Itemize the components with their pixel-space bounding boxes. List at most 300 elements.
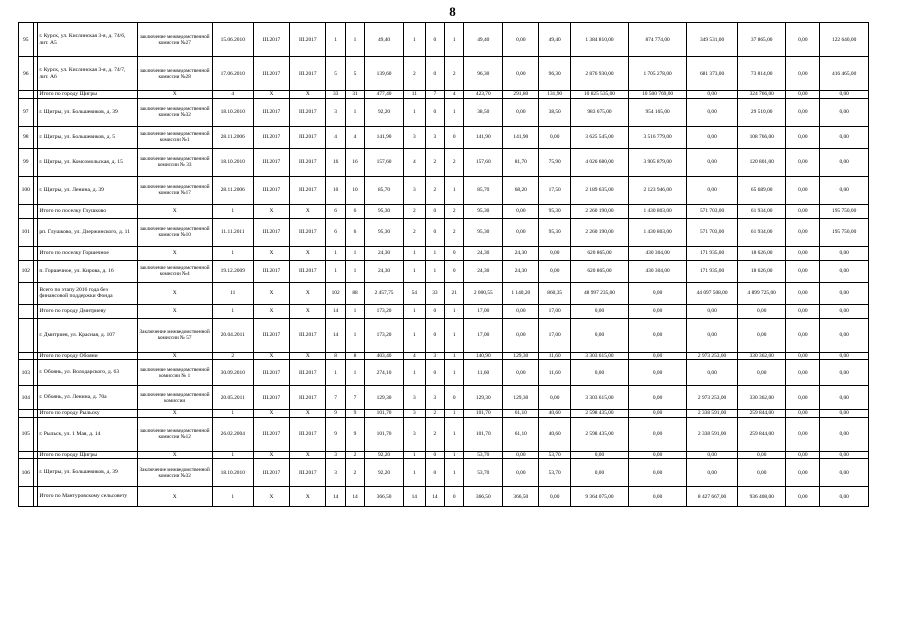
table-cell: 33 [326,91,345,99]
table-cell: 860,35 [539,282,570,304]
table-cell: 40,60 [539,417,570,451]
table-cell: 0,00 [786,318,820,352]
table-cell [19,204,34,218]
table-cell: 95 [19,23,34,57]
table-cell: 14 [403,487,425,507]
table-cell: 0,00 [786,451,820,459]
table-cell: заключение межведомственной комиссии № 33 [137,148,212,176]
table-cell: 0,00 [786,204,820,218]
table-cell: III.2017 [253,126,289,148]
table-cell: 0,00 [786,410,820,418]
table-cell: п. Горшечное, ул. Кирова, д. 16 [38,260,137,282]
table-cell: Всего по этапу 2016 года без финансовой поддержки Фонда [38,282,137,304]
table-cell: Х [253,487,289,507]
table-cell: 88 [345,282,364,304]
table-cell: 1 [212,451,253,459]
table-cell: 131,90 [539,91,570,99]
table-cell: 195 750,00 [820,204,869,218]
table-cell: 0,00 [503,218,539,246]
table-cell: 9 [345,417,364,451]
table-cell: 17,00 [464,318,503,352]
table-cell: 2 [345,459,364,487]
table-cell: 157,60 [464,148,503,176]
table-cell: 9 364 075,00 [570,487,628,507]
table-cell: 81,70 [503,148,539,176]
table-cell: 14 [326,318,345,352]
table-cell: 18 626,00 [738,260,786,282]
table-cell: 2 [425,148,444,176]
table-cell: 68,20 [503,176,539,204]
table-cell: заключение межведомственной комиссии №17 [137,176,212,204]
table-cell: 106 [19,459,34,487]
table-cell: 171 935,00 [687,246,738,260]
table-cell: 24,30 [503,246,539,260]
table-cell: 0 [445,260,464,282]
table-cell: 195 750,00 [820,218,869,246]
table-cell: Х [253,451,289,459]
subtotal-row [19,282,869,304]
table-cell: 1 [445,459,464,487]
table-cell: 17,00 [539,318,570,352]
table-cell: 6 [345,204,364,218]
table-cell: г. Обоянь, ул. Володарского, д. 63 [38,360,137,386]
table-cell: 0,00 [629,487,687,507]
table-cell: 3 [403,176,425,204]
table-cell: Х [137,204,212,218]
table-cell: 140,90 [464,352,503,360]
table-cell: 4 899 725,00 [738,282,786,304]
subtotal-row [19,246,869,260]
table-cell: 85,70 [464,176,503,204]
table-cell: 620 865,00 [570,246,628,260]
table-cell: 2 260 190,00 [570,204,628,218]
table-cell: 0,00 [738,451,786,459]
table-cell: III.2017 [290,218,326,246]
table-cell: 9 [326,410,345,418]
table-cell: 15.06.2010 [212,23,253,57]
table-cell: 0,00 [820,417,869,451]
table-cell: 0,00 [820,451,869,459]
table-cell: III.2017 [253,148,289,176]
table-cell: 6 [326,218,345,246]
table-cell: 101,70 [365,410,404,418]
table-cell: 0,00 [629,459,687,487]
table-row [19,386,869,410]
table-cell: 1 140,20 [503,282,539,304]
table-cell: 104 [19,386,34,410]
table-cell: 61,10 [503,410,539,418]
table-cell: 102 [326,282,345,304]
table-cell: 1 384 810,00 [570,23,628,57]
table-cell: 54 [403,282,425,304]
table-cell: 0,00 [503,98,539,126]
table-cell: 14 [326,304,345,318]
table-cell: 0,00 [687,176,738,204]
table-cell: 16 [326,148,345,176]
table-cell: 11 [403,91,425,99]
table-cell: 874 774,00 [629,23,687,57]
table-cell: Х [290,410,326,418]
table-cell: 11,60 [464,360,503,386]
table-cell: 2 [212,352,253,360]
table-cell: 0,00 [820,318,869,352]
table-cell: 0,00 [820,176,869,204]
table-cell: 10 [326,176,345,204]
table-cell: III.2017 [253,57,289,91]
table-cell: 16 [345,148,364,176]
table-cell: 173,20 [365,318,404,352]
subtotal-row [19,304,869,318]
table-cell: 96,30 [464,57,503,91]
table-cell: 122 640,00 [820,23,869,57]
table-cell: 28.11.2006 [212,176,253,204]
table-cell: 0,00 [820,148,869,176]
table-cell: 4 [403,352,425,360]
table-cell: 0,00 [629,451,687,459]
table-cell: 2 189 635,00 [570,176,628,204]
table-cell: 2 000,55 [464,282,503,304]
table-cell: 0,00 [786,360,820,386]
table-cell: 0,00 [629,318,687,352]
table-cell: 2 598 435,00 [570,417,628,451]
table-cell: 20.05.2011 [212,386,253,410]
table-cell: 7 [326,386,345,410]
table-row [19,23,869,57]
table-cell: 139,60 [365,57,404,91]
table-row [19,126,869,148]
table-cell: 0,00 [820,91,869,99]
table-cell: 3 [425,126,444,148]
table-cell: 129,30 [503,386,539,410]
table-row [19,218,869,246]
table-cell: Х [290,487,326,507]
subtotal-row [19,352,869,360]
table-cell: 983 675,00 [570,98,628,126]
table-cell: 0 [425,98,444,126]
table-cell: 2 598 435,00 [570,410,628,418]
table-cell: 0,00 [570,304,628,318]
table-cell: 11,60 [539,360,570,386]
table-cell: III.2017 [290,126,326,148]
table-cell: III.2017 [290,318,326,352]
table-cell: 101,70 [464,410,503,418]
table-cell: 291,80 [503,91,539,99]
table-cell: 85,70 [365,176,404,204]
table-cell: 620 865,00 [570,260,628,282]
table-cell: 0,00 [503,459,539,487]
table-cell [19,318,34,352]
table-cell: заключение межведомственной комиссии №1 [137,126,212,148]
table-cell: г. Щигры, ул. Комсомольская, д. 15 [38,148,137,176]
table-cell: 1 [403,260,425,282]
subtotal-row [19,451,869,459]
table-cell: III.2017 [253,218,289,246]
table-cell: 1 [403,98,425,126]
table-cell: 430 304,00 [629,260,687,282]
table-cell: 0 [445,386,464,410]
table-cell: 53,70 [539,451,570,459]
subtotal-row [19,487,869,507]
table-cell: 2 [403,218,425,246]
table-cell: 65 689,00 [738,176,786,204]
table-cell: заключение межведомственной комиссии №10 [137,218,212,246]
table-cell: 681 373,00 [687,57,738,91]
table-cell: III.2017 [290,459,326,487]
table-cell: 0,00 [687,126,738,148]
table-cell: 0 [425,459,444,487]
table-cell: 2 [403,204,425,218]
table-cell: 33 [425,282,444,304]
table-cell: 416 465,00 [820,57,869,91]
subtotal-row [19,91,869,99]
table-cell: 24,30 [365,246,404,260]
table-cell: 1 [212,204,253,218]
table-cell: 1 [445,23,464,57]
table-cell: 0,00 [786,386,820,410]
table-cell: 0,00 [738,318,786,352]
table-cell: 0,00 [820,360,869,386]
table-cell: 0 [425,57,444,91]
table-cell: 0,00 [786,459,820,487]
table-cell: 49,40 [464,23,503,57]
table-cell: 96,30 [539,57,570,91]
table-cell: 0,00 [687,148,738,176]
table-cell: 10 [345,176,364,204]
table-cell [19,352,34,360]
table-cell: Х [290,204,326,218]
table-cell: 403,40 [365,352,404,360]
table-cell: 259 844,00 [738,410,786,418]
table-row [19,57,869,91]
table-cell: Х [253,282,289,304]
table-cell: Х [290,451,326,459]
table-cell: 3 [403,417,425,451]
table-cell: 1 430 803,00 [629,204,687,218]
table-cell: 0,00 [687,304,738,318]
table-cell: 8 [326,352,345,360]
table-cell: 92,20 [365,98,404,126]
table-cell: 0,00 [687,98,738,126]
housing-program-table [18,22,869,507]
table-cell: 18 626,00 [738,246,786,260]
table-cell: 0,00 [786,304,820,318]
table-cell: 0,00 [786,176,820,204]
table-cell: 0 [445,246,464,260]
table-cell: 0 [425,360,444,386]
table-cell: 1 [326,260,345,282]
table-cell: заключение межведомственной комиссии №12 [137,417,212,451]
table-cell: 3 625 545,00 [570,126,628,148]
table-cell: г. Щигры, ул. Большевиков, д. 39 [38,98,137,126]
table-cell: 173,20 [365,304,404,318]
table-cell: III.2017 [253,260,289,282]
table-cell: 0 [425,451,444,459]
table-cell: 8 427 667,00 [687,487,738,507]
table-cell: Х [137,91,212,99]
table-cell: 0,00 [786,126,820,148]
table-cell [19,246,34,260]
table-cell: 1 [403,246,425,260]
table-cell: 29 510,00 [738,98,786,126]
table-cell: 2 [425,176,444,204]
table-cell: 30.09.2010 [212,360,253,386]
table-cell: 24,30 [365,260,404,282]
table-cell: 8 [345,352,364,360]
table-cell: 95,30 [539,218,570,246]
table-cell: 9 [345,410,364,418]
table-cell: 10 825 535,00 [570,91,628,99]
table-cell: 4 [326,126,345,148]
table-cell: 1 [445,318,464,352]
table-cell: 5 [326,57,345,91]
table-cell: 1 [445,451,464,459]
table-cell: 366,50 [464,487,503,507]
table-cell: 0 [425,304,444,318]
table-row [19,98,869,126]
page-number: 8 [449,4,456,19]
table-cell: Х [137,451,212,459]
table-row [19,260,869,282]
table-cell: г. Щигры, ул. Большевиков, д. 5 [38,126,137,148]
table-cell: 1 [445,304,464,318]
table-cell: 0,00 [786,352,820,360]
table-cell: 53,70 [464,459,503,487]
table-cell: 2 [345,451,364,459]
table-cell: Х [290,352,326,360]
table-cell: 1 [212,304,253,318]
table-cell: 1 [445,410,464,418]
table-cell: Х [137,352,212,360]
table-cell: г. Дмитриев, ул. Красная, д. 107 [38,318,137,352]
table-cell: 141,90 [464,126,503,148]
table-cell: 0,00 [820,260,869,282]
table-cell: 49,40 [365,23,404,57]
table-cell: 4 [345,126,364,148]
table-cell: 18.10.2010 [212,148,253,176]
table-cell: 2 [445,218,464,246]
table-row [19,176,869,204]
table-cell: 101,70 [365,417,404,451]
table-cell: 0,00 [820,304,869,318]
table-cell: 120 801,00 [738,148,786,176]
table-cell: 49,40 [539,23,570,57]
table-cell: Итого по городу Дмитриеву [38,304,137,318]
table-cell: Х [253,204,289,218]
table-cell: 1 [403,23,425,57]
table-cell: 3 [326,98,345,126]
table-cell: 366,50 [365,487,404,507]
table-cell: Х [137,487,212,507]
table-cell: 0 [445,487,464,507]
table-cell: 24,30 [464,260,503,282]
table-cell [19,282,34,304]
table-cell: Х [253,410,289,418]
table-cell: 101,70 [464,417,503,451]
table-cell: 61 934,00 [738,204,786,218]
table-cell: 48 997 235,00 [570,282,628,304]
table-cell: 17,00 [464,304,503,318]
table-cell: рп. Глушково, ул. Дзержинского, д. 11 [38,218,137,246]
table-cell: 96 [19,57,34,91]
table-cell: 0,00 [539,386,570,410]
subtotal-row [19,204,869,218]
table-cell: 11.11.2011 [212,218,253,246]
table-cell: 0,00 [820,246,869,260]
table-cell: г. Щигры, ул. Большевиков, д. 39 [38,459,137,487]
table-cell: III.2017 [290,176,326,204]
table-cell: 1 [345,23,364,57]
table-cell: заключение межведомственной комиссии [137,386,212,410]
table-cell: 14 [425,487,444,507]
table-cell: Х [290,246,326,260]
table-cell: 0,00 [629,410,687,418]
table-row [19,459,869,487]
table-cell: г. Курск, ул. Кислинская 3-я, д. 74/7, лит. А6 [38,57,137,91]
table-cell: Заключение межведомственной комиссии №32 [137,459,212,487]
table-cell: 0 [425,218,444,246]
table-cell: 0,00 [503,57,539,91]
table-cell: 97 [19,98,34,126]
subtotal-row [19,410,869,418]
table-cell: Х [137,246,212,260]
table-cell: 0,00 [503,204,539,218]
table-cell: 0,00 [786,23,820,57]
table-cell: 0,00 [503,360,539,386]
table-cell: 129,30 [503,352,539,360]
table-cell: 0,00 [738,304,786,318]
table-cell: 0,00 [503,451,539,459]
table-cell: 17,50 [539,176,570,204]
table-cell: 2 [425,417,444,451]
table-cell: 105 [19,417,34,451]
table-cell: 3 905 879,00 [629,148,687,176]
table-cell: 0,00 [570,459,628,487]
table-cell: 2 [445,57,464,91]
table-cell: 1 [326,246,345,260]
table-cell [19,487,34,507]
table-cell: 1 [345,246,364,260]
table-cell: 274,10 [365,360,404,386]
table-cell: 11,60 [539,352,570,360]
table-cell: 95,30 [365,218,404,246]
table-cell: 2 973 253,00 [687,386,738,410]
table-cell: 1 [212,487,253,507]
table-cell: III.2017 [253,360,289,386]
table-cell: 0,00 [820,126,869,148]
table-cell: 17,00 [539,304,570,318]
table-cell: 0,00 [687,91,738,99]
table-cell: 1 [345,318,364,352]
table-cell: 5 [345,57,364,91]
table-cell: 324 766,00 [738,91,786,99]
table-cell: Х [137,282,212,304]
table-cell: 0,00 [570,360,628,386]
table-cell: 3 [403,410,425,418]
table-cell: 1 [403,459,425,487]
table-cell: 1 [425,260,444,282]
table-cell: III.2017 [253,23,289,57]
table-cell: г. Рыльск, ул. 1 Мая, д. 14 [38,417,137,451]
table-cell: 103 [19,360,34,386]
table-cell: 259 844,00 [738,417,786,451]
table-cell: 9 [326,417,345,451]
table-cell: 7 [345,386,364,410]
table-cell: 1 [212,410,253,418]
table-cell: 3 303 615,00 [570,352,628,360]
table-body [19,23,869,507]
table-cell: 2 457,75 [365,282,404,304]
table-cell: III.2017 [290,386,326,410]
